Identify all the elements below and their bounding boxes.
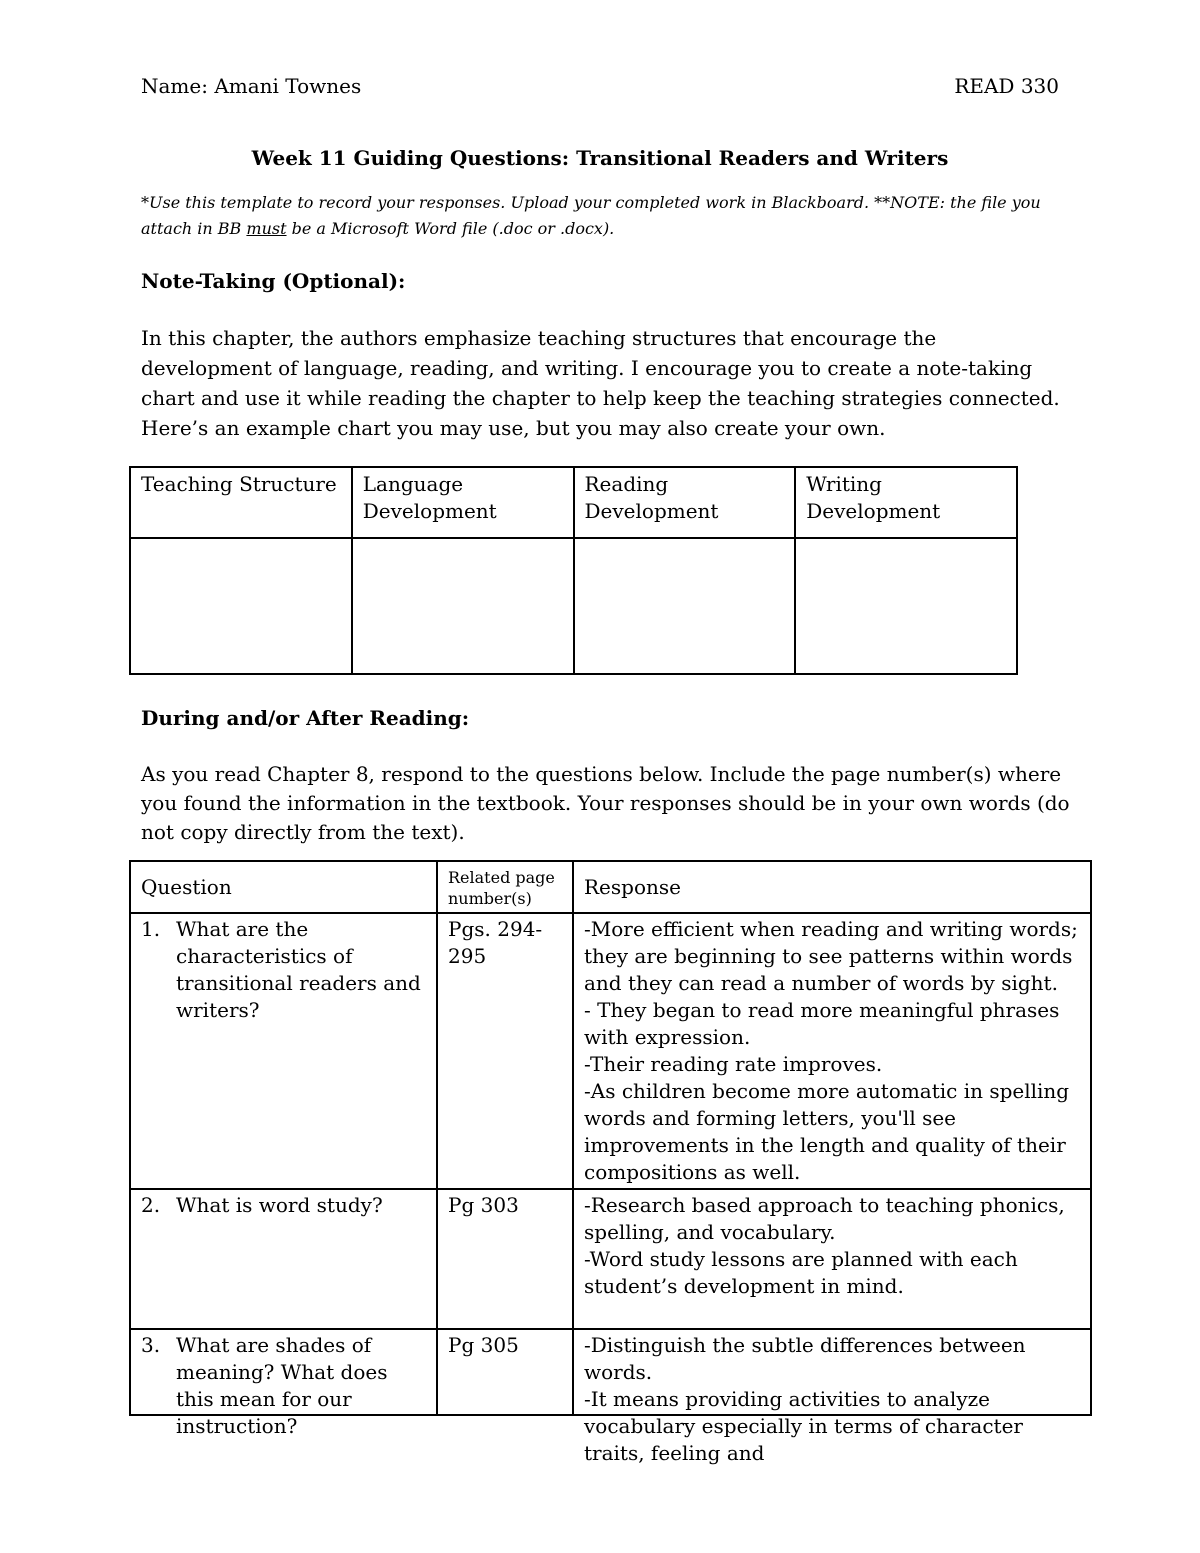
questions-table bbox=[129, 860, 1092, 1465]
question-number: 1. bbox=[141, 917, 161, 941]
response-cell[interactable] bbox=[573, 913, 1091, 1189]
instructions-part1: *Use this template to record your responses. Upload your completed work in Blackboard. **NOTE: the file you attach in BB bbox=[141, 193, 1041, 238]
question-text: What is word study? bbox=[176, 1193, 383, 1217]
chart-header-reading: Reading Development bbox=[574, 467, 796, 538]
question-text: What are the characteristics of transitional readers and writers? bbox=[176, 917, 421, 1022]
response-line: -Research based approach to teaching phonics, spelling, and vocabulary. bbox=[584, 1193, 1065, 1244]
pages-cell[interactable]: Pg 305 bbox=[437, 1329, 573, 1415]
response-line: -Distinguish the subtle differences between words. bbox=[584, 1333, 1026, 1384]
response-line: -More efficient when reading and writing words; they are beginning to see patterns within words and they can read a number of words by sight. bbox=[584, 917, 1078, 995]
header-pages: Related page number(s) bbox=[437, 861, 573, 913]
course-code: READ 330 bbox=[954, 74, 1059, 98]
instructions-must: must bbox=[246, 219, 287, 238]
table-row bbox=[130, 1189, 1091, 1329]
question-cell bbox=[130, 913, 437, 1189]
instructions-note bbox=[141, 190, 1041, 242]
chart-header-language: Language Development bbox=[352, 467, 574, 538]
pages-cell[interactable]: Pg 303 bbox=[437, 1189, 573, 1329]
page-title: Week 11 Guiding Questions: Transitional Readers and Writers bbox=[251, 146, 949, 170]
chart-cell[interactable] bbox=[574, 538, 796, 674]
during-reading-heading: During and/or After Reading: bbox=[141, 706, 470, 730]
chart-header-teaching-structure: Teaching Structure bbox=[130, 467, 352, 538]
question-cell bbox=[130, 1329, 437, 1438]
table-row bbox=[130, 913, 1091, 1189]
question-number: 3. bbox=[141, 1333, 161, 1357]
response-line: - They began to read more meaningful phrases with expression. bbox=[584, 998, 1060, 1049]
header-line bbox=[141, 72, 1059, 100]
note-taking-heading: Note-Taking (Optional): bbox=[141, 269, 406, 293]
response-cell[interactable] bbox=[573, 1189, 1091, 1329]
response-line: -It means providing activities to analyze vocabulary especially in terms of character traits, feeling and bbox=[584, 1387, 1023, 1465]
table-row bbox=[130, 1329, 1091, 1415]
question-number: 2. bbox=[141, 1193, 161, 1217]
chart-cell[interactable] bbox=[795, 538, 1017, 674]
response-line: -Word study lessons are planned with each student’s development in mind. bbox=[584, 1247, 1018, 1298]
chart-cell[interactable] bbox=[352, 538, 574, 674]
chart-cell[interactable] bbox=[130, 538, 352, 674]
student-name: Name: Amani Townes bbox=[141, 74, 362, 98]
during-reading-paragraph: As you read Chapter 8, respond to the questions below. Include the page number(s) where you found the information in the textbook. Your responses should be in your own words (do not copy directly from the text). bbox=[141, 762, 1070, 844]
question-text: What are shades of meaning? What does this mean for our instruction? bbox=[176, 1333, 388, 1438]
question-cell bbox=[130, 1189, 437, 1329]
header-question: Question bbox=[130, 861, 437, 913]
header-response: Response bbox=[573, 861, 1091, 913]
response-line: -Their reading rate improves. bbox=[584, 1052, 883, 1076]
note-taking-paragraph: In this chapter, the authors emphasize teaching structures that encourage the development of language, reading, and writing. I encourage you to create a note-taking chart and use it while reading the chapter to help keep the teaching strategies connected. Here’s an example chart you may use, but you may also create your own. bbox=[141, 326, 1060, 440]
chart-header-writing: Writing Development bbox=[795, 467, 1017, 538]
note-taking-chart bbox=[129, 466, 1018, 675]
response-cell[interactable] bbox=[573, 1329, 1091, 1465]
instructions-part2: be a Microsoft Word file (.doc or .docx). bbox=[286, 219, 615, 238]
response-line: -As children become more automatic in spelling words and forming letters, you'll see improvements in the length and quality of their compositions as well. bbox=[584, 1079, 1070, 1184]
pages-cell[interactable]: Pgs. 294-295 bbox=[437, 913, 573, 1189]
